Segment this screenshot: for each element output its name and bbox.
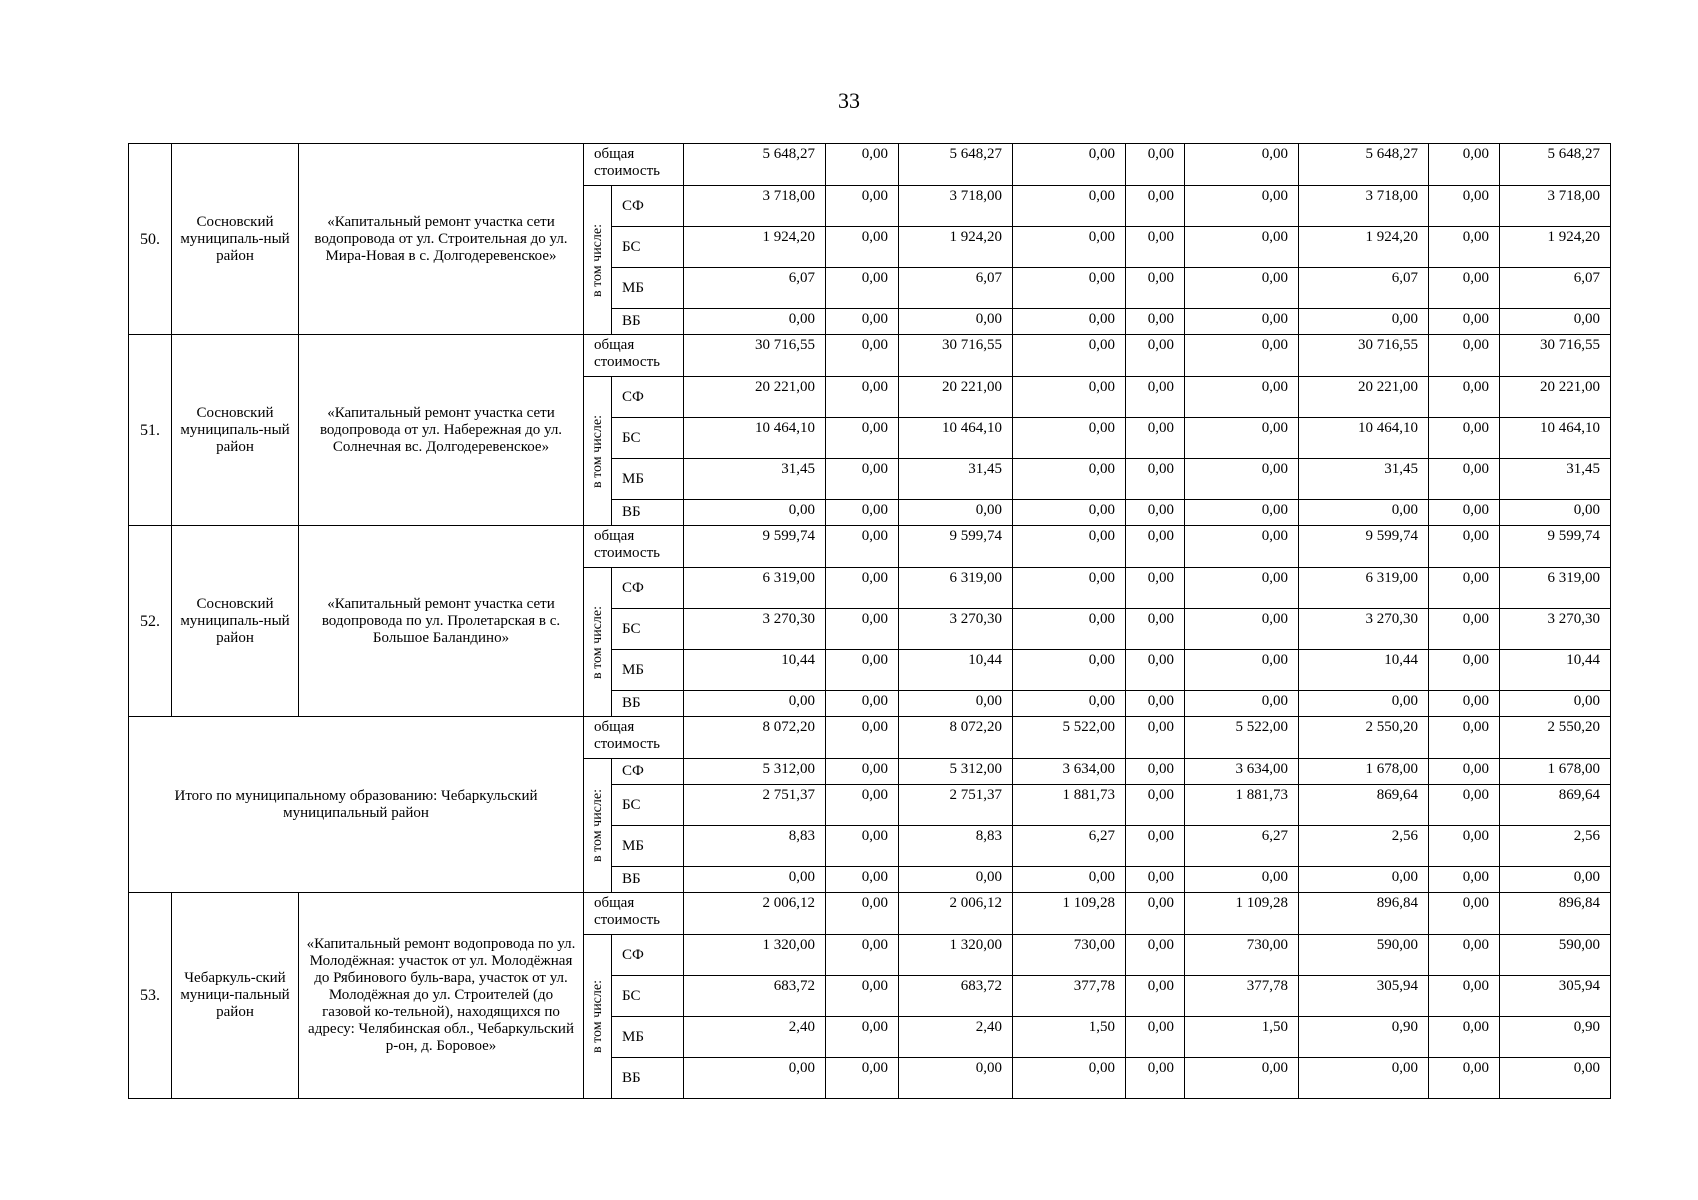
value-cell: 0,00 [1429,1058,1500,1099]
fund-label: МБ [612,459,684,500]
value-cell: 8 072,20 [684,717,826,759]
value-cell: 10,44 [1299,650,1429,691]
value-cell: 3 718,00 [1500,186,1611,227]
value-cell: 0,00 [899,1058,1013,1099]
project-description: «Капитальный ремонт участка сети водопровода от ул. Набережная до ул. Солнечная вс. Долгодеревенское» [299,335,584,526]
value-cell: 0,00 [1126,691,1185,717]
value-cell: 683,72 [684,976,826,1017]
value-cell: 3 270,30 [684,609,826,650]
value-cell: 0,00 [1429,568,1500,609]
value-cell: 0,00 [1429,377,1500,418]
value-cell: 0,00 [1126,500,1185,526]
value-cell: 0,00 [826,785,899,826]
value-cell: 10 464,10 [1500,418,1611,459]
value-cell: 0,00 [1429,500,1500,526]
fund-label: МБ [612,826,684,867]
value-cell: 0,00 [1429,691,1500,717]
value-cell: 9 599,74 [684,526,826,568]
value-cell: 0,00 [1185,335,1299,377]
fund-label: ВБ [612,691,684,717]
value-cell: 0,00 [1429,459,1500,500]
value-cell: 0,00 [826,186,899,227]
fund-label: МБ [612,268,684,309]
value-cell: 0,00 [1429,785,1500,826]
value-cell: 730,00 [1013,935,1126,976]
value-cell: 0,00 [1185,691,1299,717]
value-cell: 5 648,27 [684,144,826,186]
value-cell: 3 634,00 [1185,759,1299,785]
value-cell: 2 550,20 [1500,717,1611,759]
value-cell: 0,00 [1185,1058,1299,1099]
value-cell: 0,00 [1429,759,1500,785]
value-cell: 2 751,37 [899,785,1013,826]
fund-label: БС [612,785,684,826]
page-number: 33 [838,88,860,113]
value-cell: 3 634,00 [1013,759,1126,785]
row-index: 50. [129,144,172,335]
fund-label: ВБ [612,309,684,335]
value-cell: 0,00 [1500,309,1611,335]
value-cell: 3 718,00 [1299,186,1429,227]
value-cell: 0,00 [1126,717,1185,759]
value-cell: 1 881,73 [1185,785,1299,826]
fund-label: ВБ [612,1058,684,1099]
value-cell: 5 522,00 [1013,717,1126,759]
value-cell: 0,00 [1429,717,1500,759]
value-cell: 0,00 [684,309,826,335]
value-cell: 10 464,10 [684,418,826,459]
value-cell: 1 924,20 [684,227,826,268]
value-cell: 0,00 [826,691,899,717]
value-cell: 0,00 [1429,609,1500,650]
value-cell: 0,00 [1013,867,1126,893]
value-cell: 0,00 [1013,526,1126,568]
value-cell: 0,00 [826,867,899,893]
value-cell: 0,00 [826,309,899,335]
value-cell: 0,00 [1013,186,1126,227]
value-cell: 0,00 [826,650,899,691]
fund-label: СФ [612,186,684,227]
row-index: 52. [129,526,172,717]
value-cell: 20 221,00 [684,377,826,418]
value-cell: 0,00 [826,717,899,759]
fund-label: БС [612,976,684,1017]
fund-label: БС [612,418,684,459]
value-cell: 0,00 [1429,268,1500,309]
value-cell: 6 319,00 [1299,568,1429,609]
fund-label: ВБ [612,867,684,893]
value-cell: 2,56 [1299,826,1429,867]
in-that-text: в том числе: [590,789,605,862]
value-cell: 0,00 [1185,377,1299,418]
value-cell: 0,00 [1185,867,1299,893]
value-cell: 0,00 [1429,418,1500,459]
total-label: Итого по муниципальному образованию: Чебаркульский муниципальный район [129,717,584,893]
value-cell: 3 718,00 [899,186,1013,227]
fund-label: ВБ [612,500,684,526]
project-description: «Капитальный ремонт водопровода по ул. Молодёжная: участок от ул. Молодёжная до Рябинового буль-вара, участок от ул. Молодёжная до ул. Строителей (до газовой ко-тельной), находящихся по адресу: Челябинская обл., Чебаркульский р-он, д. Боровое» [299,893,584,1099]
value-cell: 0,90 [1299,1017,1429,1058]
in-that-text: в том числе: [590,414,605,488]
value-cell: 6,07 [899,268,1013,309]
value-cell: 0,00 [1126,759,1185,785]
value-cell: 30 716,55 [684,335,826,377]
value-cell: 0,00 [826,268,899,309]
value-cell: 0,00 [684,691,826,717]
value-cell: 0,00 [826,1058,899,1099]
value-cell: 0,00 [1429,826,1500,867]
value-cell: 1 924,20 [899,227,1013,268]
value-cell: 0,00 [1429,144,1500,186]
region-name: Чебаркуль-ский муници-пальный район [172,893,299,1099]
total-cost-label: общая стоимость [584,717,684,759]
project-description: «Капитальный ремонт участка сети водопровода от ул. Строительная до ул. Мира-Новая в с. Долгодеревенское» [299,144,584,335]
in-that-label [584,568,612,717]
value-cell: 377,78 [1013,976,1126,1017]
value-cell: 6,07 [1500,268,1611,309]
in-that-label [584,759,612,893]
value-cell: 2 006,12 [899,893,1013,935]
value-cell: 0,00 [826,144,899,186]
region-name: Сосновский муниципаль-ный район [172,335,299,526]
value-cell: 0,00 [1429,893,1500,935]
value-cell: 896,84 [1500,893,1611,935]
value-cell: 31,45 [899,459,1013,500]
value-cell: 0,00 [826,459,899,500]
value-cell: 0,00 [1126,935,1185,976]
region-name: Сосновский муниципаль-ный район [172,526,299,717]
value-cell: 6,07 [684,268,826,309]
fund-label: СФ [612,377,684,418]
value-cell: 0,00 [1429,335,1500,377]
value-cell: 0,00 [1185,526,1299,568]
value-cell: 0,00 [1126,826,1185,867]
value-cell: 0,00 [1126,335,1185,377]
value-cell: 0,00 [826,335,899,377]
total-cost-label: общая стоимость [584,526,684,568]
value-cell: 0,00 [1429,309,1500,335]
value-cell: 0,00 [826,976,899,1017]
value-cell: 0,00 [899,500,1013,526]
value-cell: 0,00 [826,526,899,568]
value-cell: 0,00 [1126,268,1185,309]
value-cell: 3 270,30 [1500,609,1611,650]
value-cell: 6 319,00 [684,568,826,609]
value-cell: 2 550,20 [1299,717,1429,759]
value-cell: 9 599,74 [899,526,1013,568]
value-cell: 10,44 [684,650,826,691]
value-cell: 0,00 [1126,650,1185,691]
fund-label: МБ [612,650,684,691]
value-cell: 0,00 [1013,650,1126,691]
value-cell: 0,00 [899,309,1013,335]
fund-label: БС [612,609,684,650]
fund-label: БС [612,227,684,268]
value-cell: 0,00 [1185,144,1299,186]
total-cost-label: общая стоимость [584,893,684,935]
value-cell: 0,00 [1013,1058,1126,1099]
value-cell: 6,27 [1185,826,1299,867]
value-cell: 0,00 [1185,418,1299,459]
value-cell: 0,00 [1126,893,1185,935]
value-cell: 0,90 [1500,1017,1611,1058]
value-cell: 1 924,20 [1299,227,1429,268]
value-cell: 0,00 [1013,418,1126,459]
value-cell: 0,00 [1429,650,1500,691]
value-cell: 0,00 [1126,976,1185,1017]
value-cell: 0,00 [1185,568,1299,609]
value-cell: 0,00 [1185,268,1299,309]
value-cell: 5 648,27 [899,144,1013,186]
value-cell: 1 678,00 [1500,759,1611,785]
value-cell: 0,00 [899,691,1013,717]
value-cell: 5 312,00 [684,759,826,785]
value-cell: 869,64 [1299,785,1429,826]
value-cell: 730,00 [1185,935,1299,976]
value-cell: 0,00 [1185,650,1299,691]
value-cell: 0,00 [826,759,899,785]
table-row [129,144,1611,186]
value-cell: 0,00 [1013,500,1126,526]
value-cell: 590,00 [1299,935,1429,976]
value-cell: 1 109,28 [1013,893,1126,935]
value-cell: 20 221,00 [1500,377,1611,418]
value-cell: 896,84 [1299,893,1429,935]
value-cell: 0,00 [1429,976,1500,1017]
value-cell: 305,94 [1299,976,1429,1017]
value-cell: 0,00 [899,867,1013,893]
value-cell: 0,00 [1429,1017,1500,1058]
value-cell: 9 599,74 [1299,526,1429,568]
value-cell: 0,00 [1013,691,1126,717]
value-cell: 3 270,30 [899,609,1013,650]
in-that-text: в том числе: [590,605,605,679]
value-cell: 2 751,37 [684,785,826,826]
value-cell: 0,00 [826,418,899,459]
funding-table [128,143,1611,1099]
value-cell: 0,00 [1013,609,1126,650]
in-that-label [584,186,612,335]
value-cell: 0,00 [826,1017,899,1058]
value-cell: 6,27 [1013,826,1126,867]
value-cell: 0,00 [1013,268,1126,309]
value-cell: 8,83 [684,826,826,867]
table-row [129,335,1611,377]
value-cell: 5 648,27 [1299,144,1429,186]
value-cell: 1 678,00 [1299,759,1429,785]
value-cell: 0,00 [1185,186,1299,227]
in-that-text: в том числе: [590,980,605,1053]
value-cell: 0,00 [1299,1058,1429,1099]
value-cell: 0,00 [1013,377,1126,418]
value-cell: 0,00 [1126,867,1185,893]
value-cell: 0,00 [1299,500,1429,526]
value-cell: 0,00 [1500,867,1611,893]
value-cell: 0,00 [1500,1058,1611,1099]
value-cell: 0,00 [1185,609,1299,650]
value-cell: 1 881,73 [1013,785,1126,826]
value-cell: 869,64 [1500,785,1611,826]
value-cell: 20 221,00 [899,377,1013,418]
value-cell: 9 599,74 [1500,526,1611,568]
value-cell: 0,00 [1299,309,1429,335]
value-cell: 0,00 [1429,935,1500,976]
value-cell: 0,00 [1126,227,1185,268]
value-cell: 0,00 [1126,1058,1185,1099]
value-cell: 0,00 [1013,227,1126,268]
value-cell: 6 319,00 [899,568,1013,609]
value-cell: 5 648,27 [1500,144,1611,186]
value-cell: 0,00 [1126,459,1185,500]
value-cell: 0,00 [1500,500,1611,526]
value-cell: 0,00 [826,935,899,976]
value-cell: 1 320,00 [684,935,826,976]
value-cell: 0,00 [826,609,899,650]
fund-label: СФ [612,935,684,976]
value-cell: 0,00 [1126,785,1185,826]
value-cell: 0,00 [1299,867,1429,893]
value-cell: 10 464,10 [1299,418,1429,459]
value-cell: 3 270,30 [1299,609,1429,650]
value-cell: 5 522,00 [1185,717,1299,759]
value-cell: 1 109,28 [1185,893,1299,935]
value-cell: 0,00 [826,893,899,935]
value-cell: 10,44 [899,650,1013,691]
value-cell: 683,72 [899,976,1013,1017]
value-cell: 0,00 [684,867,826,893]
value-cell: 0,00 [1429,186,1500,227]
value-cell: 0,00 [1126,309,1185,335]
value-cell: 0,00 [1013,335,1126,377]
value-cell: 0,00 [1429,227,1500,268]
value-cell: 0,00 [1299,691,1429,717]
value-cell: 0,00 [826,377,899,418]
value-cell: 1 320,00 [899,935,1013,976]
value-cell: 30 716,55 [1500,335,1611,377]
value-cell: 0,00 [1185,500,1299,526]
value-cell: 31,45 [1500,459,1611,500]
in-that-label [584,935,612,1099]
value-cell: 31,45 [1299,459,1429,500]
value-cell: 0,00 [1013,144,1126,186]
value-cell: 0,00 [826,826,899,867]
value-cell: 6 319,00 [1500,568,1611,609]
value-cell: 0,00 [1126,186,1185,227]
value-cell: 2 006,12 [684,893,826,935]
value-cell: 0,00 [1185,309,1299,335]
value-cell: 8,83 [899,826,1013,867]
value-cell: 6,07 [1299,268,1429,309]
value-cell: 1,50 [1185,1017,1299,1058]
value-cell: 590,00 [1500,935,1611,976]
value-cell: 0,00 [684,1058,826,1099]
value-cell: 10,44 [1500,650,1611,691]
row-index: 53. [129,893,172,1099]
value-cell: 5 312,00 [899,759,1013,785]
table-row [129,893,1611,935]
value-cell: 0,00 [1013,459,1126,500]
value-cell: 2,40 [684,1017,826,1058]
value-cell: 0,00 [826,500,899,526]
value-cell: 30 716,55 [1299,335,1429,377]
in-that-label [584,377,612,526]
value-cell: 0,00 [1126,526,1185,568]
value-cell: 0,00 [1013,309,1126,335]
value-cell: 1 924,20 [1500,227,1611,268]
value-cell: 0,00 [1013,568,1126,609]
value-cell: 3 718,00 [684,186,826,227]
in-that-text: в том числе: [590,223,605,297]
fund-label: СФ [612,568,684,609]
value-cell: 0,00 [1126,418,1185,459]
value-cell: 8 072,20 [899,717,1013,759]
value-cell: 0,00 [1429,867,1500,893]
value-cell: 20 221,00 [1299,377,1429,418]
value-cell: 10 464,10 [899,418,1013,459]
value-cell: 0,00 [1126,1017,1185,1058]
value-cell: 0,00 [1500,691,1611,717]
value-cell: 0,00 [826,227,899,268]
project-description: «Капитальный ремонт участка сети водопровода по ул. Пролетарская в с. Большое Баландино» [299,526,584,717]
row-index: 51. [129,335,172,526]
table-row [129,526,1611,568]
value-cell: 0,00 [1126,568,1185,609]
value-cell: 2,40 [899,1017,1013,1058]
value-cell: 0,00 [684,500,826,526]
value-cell: 1,50 [1013,1017,1126,1058]
table-row [129,717,1611,759]
value-cell: 0,00 [1185,227,1299,268]
value-cell: 0,00 [1126,377,1185,418]
value-cell: 2,56 [1500,826,1611,867]
value-cell: 0,00 [826,568,899,609]
value-cell: 0,00 [1126,144,1185,186]
value-cell: 0,00 [1429,526,1500,568]
fund-label: СФ [612,759,684,785]
value-cell: 30 716,55 [899,335,1013,377]
value-cell: 0,00 [1185,459,1299,500]
total-cost-label: общая стоимость [584,335,684,377]
value-cell: 31,45 [684,459,826,500]
region-name: Сосновский муниципаль-ный район [172,144,299,335]
total-cost-label: общая стоимость [584,144,684,186]
value-cell: 305,94 [1500,976,1611,1017]
value-cell: 377,78 [1185,976,1299,1017]
value-cell: 0,00 [1126,609,1185,650]
fund-label: МБ [612,1017,684,1058]
